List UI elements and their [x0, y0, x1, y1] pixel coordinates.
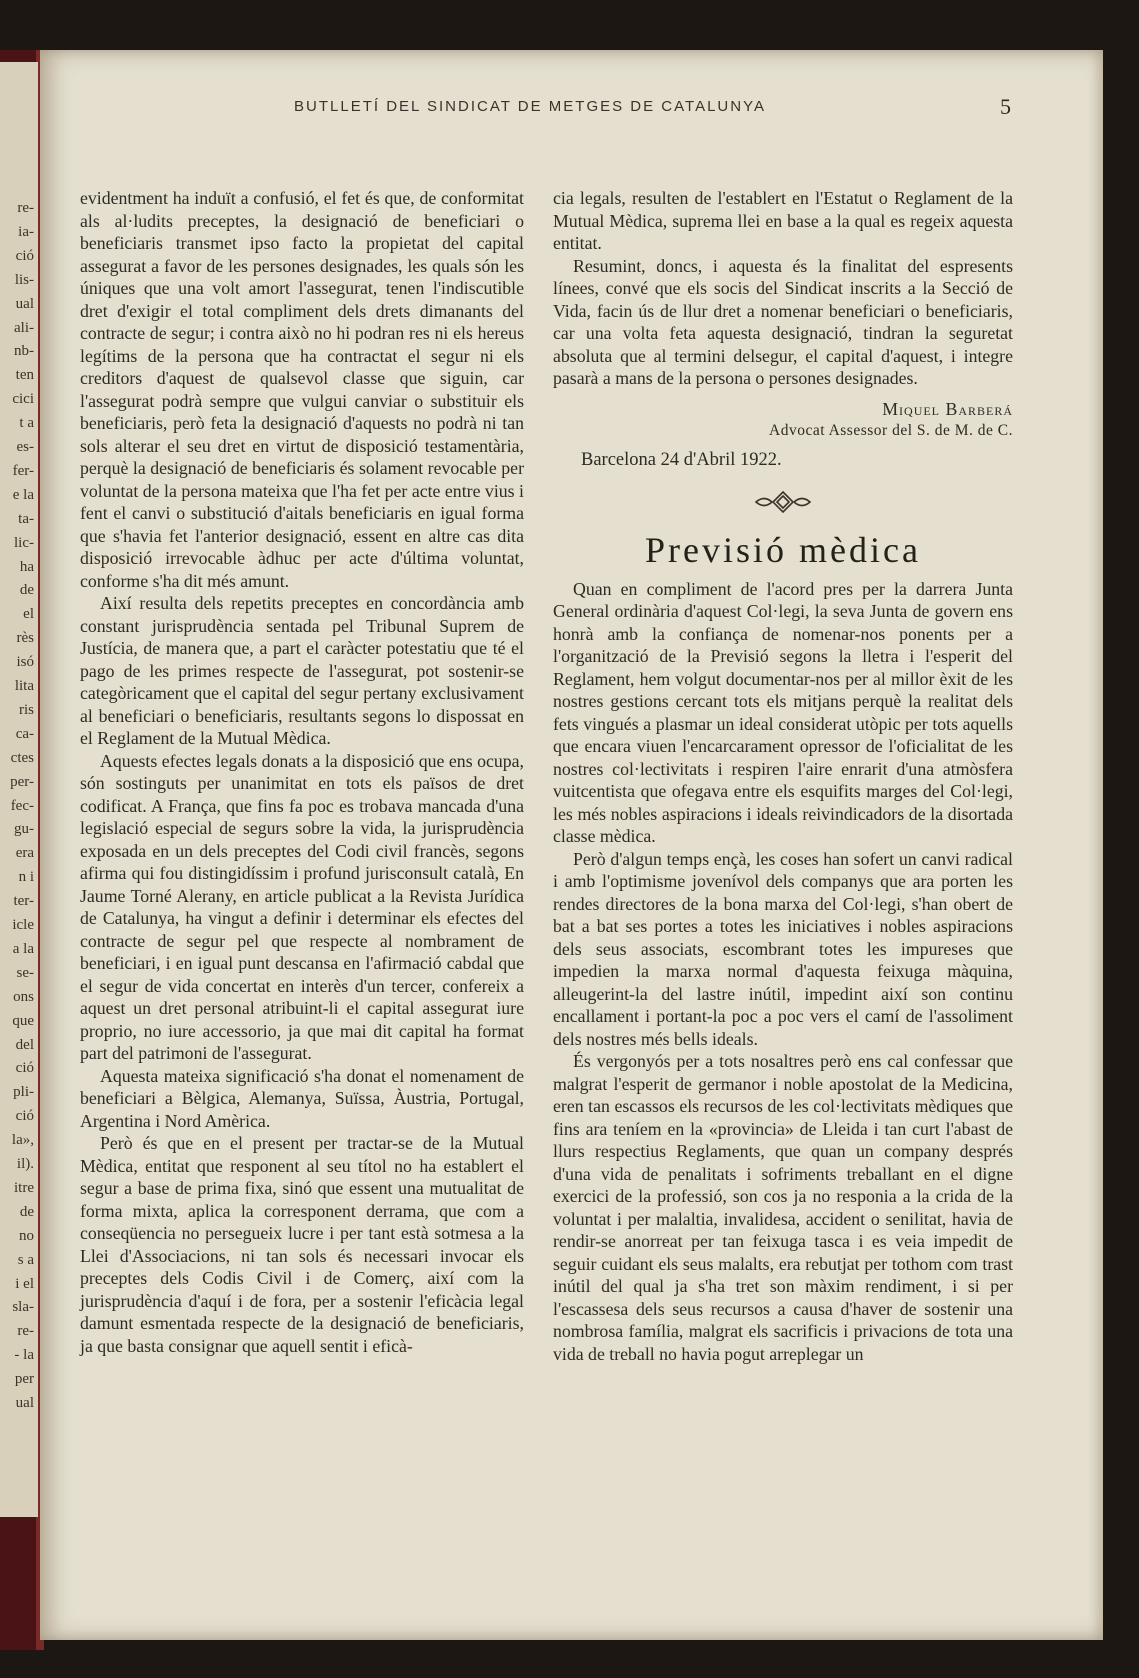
previous-page-fragment: la», [11, 1132, 34, 1149]
previous-page-fragment: que [12, 1012, 34, 1029]
previous-page-fragment: lic- [14, 534, 34, 551]
page-number: 5 [1000, 94, 1011, 119]
previous-page-fragment: fer- [12, 462, 34, 479]
previous-page-fragment: ció [15, 1108, 34, 1125]
ornament-divider-icon [553, 487, 1013, 521]
previous-page-fragment: ual [15, 295, 34, 312]
paragraph: Però és que en el present per tractar-se de la Mutual Mèdica, entitat que responent al seu títol no ha establert el segur a base de prima fixa, sinó que essent una mutualitat de forma mixta, aplica la corresponent derrama, que com a conseqüencia no persegueix lucre i per tant està sotmesa a la Llei d'Associacions, ni tan sols és necessari invocar els preceptes dels Codis Civil i de Comerç, així com la jurisprudència d'aquí i de fora, per a sostenir l'eficàcia legal damunt esmentada respecte de la designació de beneficiaris, ja que basta consignar que aquell sentit i eficà- [80, 1133, 524, 1356]
right-column [553, 187, 1013, 1365]
previous-page-fragment: ali- [14, 319, 34, 336]
left-column [80, 187, 524, 1357]
previous-page-fragment: sla- [12, 1299, 34, 1316]
previous-page-fragment: s a [17, 1251, 34, 1268]
previous-page-fragment: ia- [18, 223, 34, 240]
signature-title: Advocat Assessor del S. de M. de C. [769, 422, 1013, 439]
previous-page-fragment: - la [14, 1347, 34, 1364]
previous-page-fragment: rès [16, 630, 34, 647]
previous-page-fragment: fec- [10, 797, 34, 814]
previous-page-fragment: isó [16, 654, 34, 671]
previous-page-fragment: es- [16, 439, 34, 455]
previous-page-edge [0, 62, 38, 1517]
paragraph: evidentment ha induït a confusió, el fet és que, de conformitat als al·ludits preceptes, la designació de beneficiari o beneficiaris transmet ipso facto la propietat del capital assegurat a favor de les persones designades, les quals són les úniques que una volt amort l'assegurat, tenen l'indiscutible dret d'exigir el total compliment dels drets dimanants del contracte de segur; i contra això no hi podran res ni els hereus legítims de la persona que ha contractat el segur ni els creditors d'aquest de qualsevol classe que siguin, car l'assegurat podrà sempre que vulgui canviar o substituir els beneficiaris, però feta la designació d'aquests no podrà ni tan sols alterar el seu dret en virtut de disposició testamentària, perquè la designació de beneficiaris és solament revocable per voluntat de la persona mateixa que l'ha fet per acte entre vius i fent el canvi o substitució d'aitals beneficiaris en igual forma que s'havia fet l'anterior designació, essent en altre cas dita disposició irrevocable àdhuc per acte d'última voluntat, conforme s'ha dit més amunt. [80, 188, 524, 591]
previous-page-fragment: nb- [14, 343, 34, 360]
previous-page-fragment: de [19, 582, 34, 599]
paragraph: Quan en compliment de l'acord pres per la darrera Junta General ordinària d'aquest Col·legi, la seva Junta de govern ens honrà amb la confiança de nomenar-nos ponents per a l'organització de la Previsió segons la lletra i l'esperit del Reglament, hem volgut documentar-nos per al millor èxit de les nostres gestions cercant tots els mitjans perquè la realitat dels fets vingués a plasmar un ideal considerat utòpic per tots aquells que encara viuen l'encarcarament opressor de l'oficialitat de les nostres col·lectivitats i respiren l'aire enrarit d'una atmòsfera vuitcentista que ofegava entre els esquifits marges del Col·legi, les més nobles aspiracions i ideals reivindicadors de la disortada classe mèdica. [553, 578, 1013, 846]
previous-page-fragment: pli- [13, 1084, 34, 1101]
previous-page-fragment: no [19, 1227, 34, 1244]
signature-name: Miquel Barberá [882, 398, 1013, 419]
previous-page-fragment: t a [19, 415, 34, 432]
previous-page-fragment: per- [10, 773, 34, 790]
previous-page-fragment: ha [19, 558, 34, 575]
previous-page-fragment: de [19, 1203, 34, 1220]
previous-page-fragment: per [14, 1371, 34, 1388]
previous-page-fragment: ual [15, 1395, 34, 1411]
paragraph: cia legals, resulten de l'establert en l'Estatut o Reglament de la Mutual Mèdica, suprema llei en base a la qual es regeix aquesta entitat. [553, 188, 1013, 253]
paragraph: Però d'algun temps ençà, les coses han sofert un canvi radical i amb l'optimisme jovenívol dels companys que ara porten les rendes directores de la bona marxa del Col·legi, s'han obert de bat a bat ses portes a totes les iniciatives i nobles aspiracions dels seus associats, escombrant totes les impureses que impedien la marxa normal d'aquesta feixuga màquina, alleugerint-la del lastre inútil, impedint així son continu encallament i portant-la poc a poc vers el camí de l'assoliment dels nostres més bells ideals. [553, 848, 1013, 1049]
previous-page-fragment: re- [17, 1323, 34, 1340]
previous-page-fragment: lis- [14, 271, 34, 288]
previous-page-fragment: gu- [14, 821, 34, 838]
previous-page-fragment: itre [14, 1179, 34, 1196]
previous-page-fragment: ció [15, 1060, 34, 1077]
previous-page-fragment: cici [12, 391, 34, 408]
previous-page-fragment: se- [16, 964, 34, 981]
previous-page-fragment: i el [15, 1275, 34, 1292]
previous-page-fragment: icle [12, 917, 34, 933]
previous-page-fragment: ta- [18, 510, 34, 527]
previous-page-fragment: el [23, 606, 34, 623]
previous-page-fragment: ctes [10, 749, 34, 766]
previous-page-fragment: era [15, 845, 34, 862]
previous-page-fragment: re- [17, 200, 34, 216]
paragraph: Així resulta dels repetits preceptes en concordància amb constant jurisprudència sentada pel Tribunal Suprem de Justícia, de manera que, a part el caràcter potestatiu que té el pago de les primes respecte de l'assegurat, pot sostenir-se categòricament que el capital del segur pertany exclusivament al beneficiari o beneficiaris, resultants segons lo dispossat en el Reglament de la Mutual Mèdica. [80, 593, 524, 748]
previous-page-fragment: ten [15, 367, 34, 384]
previous-page-fragment: ris [19, 701, 34, 718]
previous-page-fragment: il). [16, 1156, 34, 1172]
previous-page-fragment: e la [12, 486, 34, 503]
previous-page-fragment: n i [18, 869, 34, 886]
paragraph: Aquesta mateixa significació s'ha donat el nomenament de beneficiari a Bèlgica, Alemanya, Suïssa, Àustria, Portugal, Argentina i Nord Amèrica. [80, 1065, 524, 1131]
previous-page-fragment: ca- [15, 725, 34, 742]
running-header: BUTLLETÍ DEL SINDICAT DE METGES DE CATALUNYA [294, 98, 766, 115]
previous-page-fragment: del [15, 1036, 34, 1053]
paragraph: Resumint, doncs, i aquesta és la finalitat del espresents línees, convé que els socis del Sindicat inscrits a la Secció de Vida, facin ús de llur dret a nomenar beneficiari o beneficiaris, car una volta feta aquesta designació, tindran la seguretat absoluta que al termini delsegur, el capital d'aquest, i integre pasarà a mans de la persona o persones designades. [553, 255, 1013, 388]
paragraph: És vergonyós per a tots nosaltres però ens cal confessar que malgrat l'esperit de germanor i noble apostolat de la Medicina, eren tan escassos els recursos de les col·lectivitats mèdiques que fins ara teníem en la «provincia» de Lleida i tan curt l'abast de llurs respectius Reglaments, que quan un company després d'una vida de penalitats i sofriments treballant en el digne exercici de la professió, son cos ja no responia a la crida de la voluntat i per malaltia, invalidesa, accident o senilitat, havia de rendir-se anorreat per tan feixuga tasca i es veia impedit de seguir cuidant els seus malalts, era rebutjat per tothom com trast inútil del qual ja s'ha tret son màxim rendiment, i si per l'escassesa dels seus recursos a causa d'haver de sostenir una nombrosa família, malgrat els sacrificis i privacions de tota una vida de treball no havia pogut arreplegar un [553, 1051, 1013, 1364]
previous-page-fragment: ons [13, 988, 34, 1005]
previous-page-fragment: lita [14, 678, 34, 694]
article-title: Previsió mèdica [645, 530, 921, 570]
previous-page-fragment: ció [15, 247, 34, 264]
previous-page-fragment: ter- [13, 893, 34, 910]
place-date: Barcelona 24 d'Abril 1922. [581, 449, 782, 470]
previous-page-fragment: a la [12, 940, 34, 957]
paragraph: Aquests efectes legals donats a la disposició que ens ocupa, són sostinguts per unanimitat en tots els països de dret codificat. A França, que fins fa poc es trobava mancada d'una legislació especial de segurs sobre la vida, la jurisprudència exposada en un dels preceptes del Codi civil francès, segons afirma qui fou distingidíssim i profund jurisconsult català, En Jaume Torné Alerany, en article publicat a la Revista Jurídica de Catalunya, ha vingut a definir i determinar els efectes del contracte de segur pel que respecte al nombrament de beneficiari, i en igual punt descansa en l'afirmació cabdal que el segur de vida concertat en interès d'un tercer, confereix a aquest un dret personal atribuint-li el capital assegurat iure proprio, no iure accessorio, ja que mai dit capital ha format part del patrimoni de l'assegurat. [80, 750, 524, 1063]
